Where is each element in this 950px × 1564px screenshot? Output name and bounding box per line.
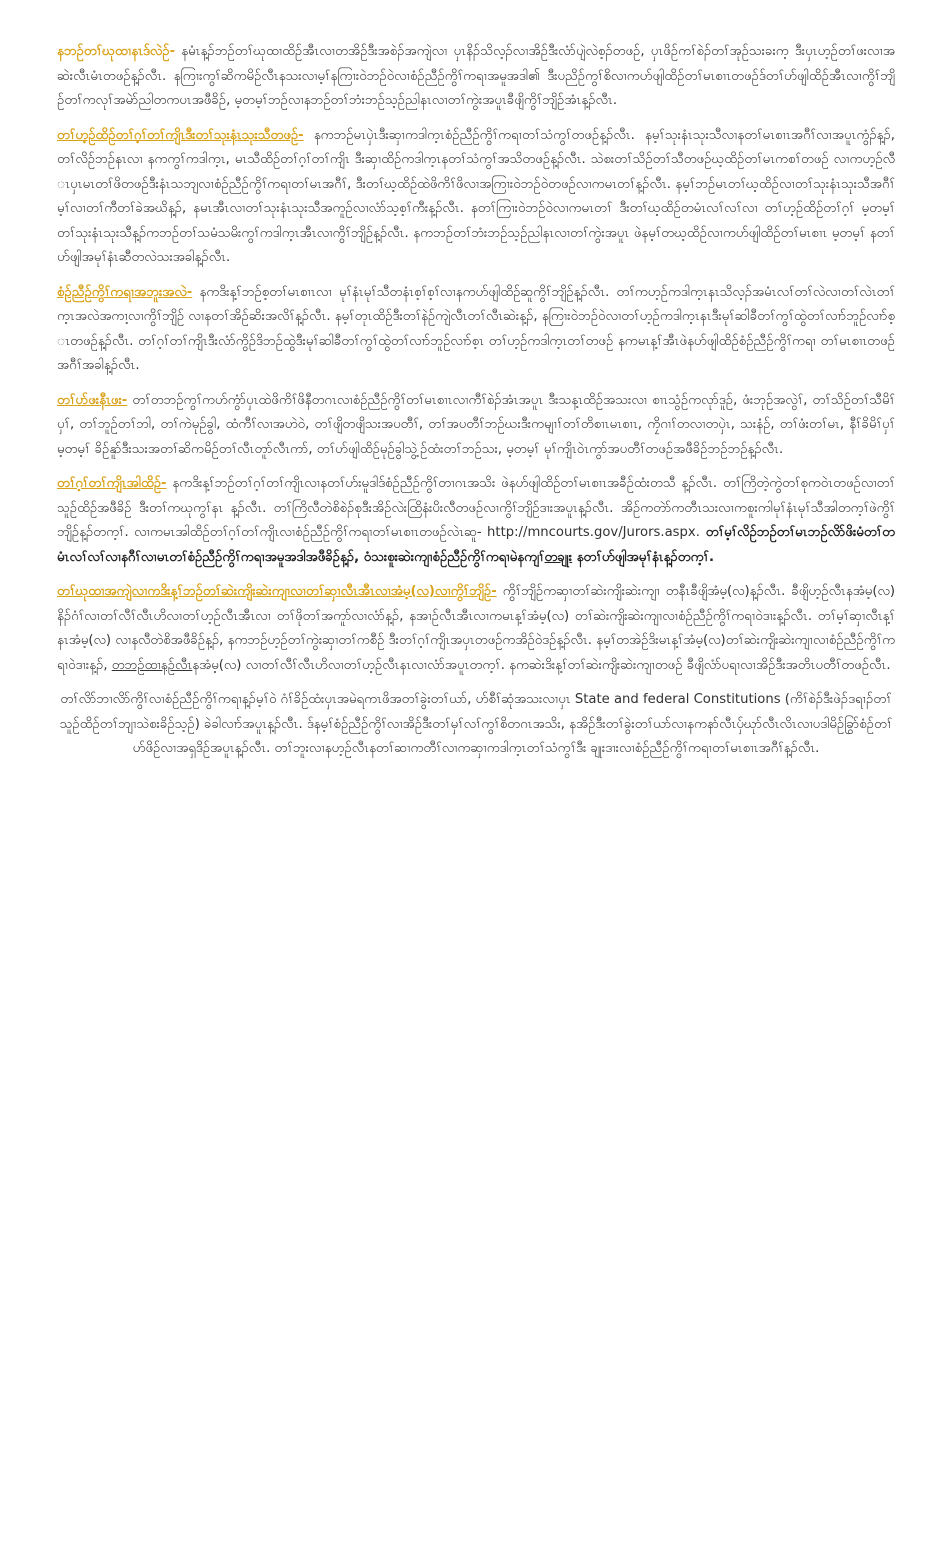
heading-discrimination: တၢ်ပာ်ဖးနီၤဖး-	[57, 392, 128, 408]
body-questionnaire: နကဘဉ်မၤပှဲၤဒီးဆှၢကဒါက့ၤစံဉ်ညီဉ်ကွိၢ်ကရၢတၢ်သံကွၢ်တဖဉ်န့ၣ်လီၤ. နမ့ၢ်သုးနံၤသုးသီလၢနတၢ်မၤစၢၤအဂီၢ်လၢအပူၤကွံၣ်န့ၣ်, တၢ်လိဉ်ဘဉ်နၤလၢ နကကွၢ်ကဒါက့ၤ, မၤသီထိဉ်တၢ်ဂ့ၢ်တၢ်ကျိၤ ဒီးဆှၢထိဉ်ကဒါက့ၤနတၢ်သံကွၢ်အသိတဖဉ်န့ၣ်လီၤ. သဲစးတၢ်သိဉ်တၢ်သီတဖဉ်ဃ့ထိဉ်တၢ်မၤကစၢ်တဖဉ် လၢကဟ့ဉ်လီၤပှၤမၤတၢ်ဖိတဖဉ်ဒီးနံၤသဘျလၢစံဉ်ညီဉ်ကွိၢ်ကရၢတၢ်မၤအဂီၢ်, ဒီးတၢ်ဃ့ထိဉ်ထဲဖိကိၢ်ဖိလၢအကြၢးဝဲဘဉ်ဝဲတဖဉ်လၢကမၤတၢ်န့ၣ်လီၤ. နမ့ၢ်ဘဉ်မၤတၢ်ဃ့ထိဉ်လၢတၢ်သုးနံၤသုးသီအဂီၢ် မ့ၢ်လၢတၢ်ကီတၢ်ခဲအဃိန့ၣ်, နမၤအီၤလၢတၢ်သုးနံၤသုးသီအကူဉ်လၢလံာ်သ့စ့ၢ်ကီးန့ၣ်လီၤ. နတၢ်ကြၢးဝဲဘဉ်ဝဲလၢကမၤတၢ် ဒီးတၢ်ဃ့ထိဉ်တမံၤလၢ်လၢ်လၢ တၢ်ဟ့ဉ်ထိဉ်တၢ်ဂ့ၢ် မ့တမ့ၢ် တၢ်သုးနံၤသုးသီန့ၣ်ကဘဉ်တၢ်သမံသမိးကွၢ်ကဒါက့ၤအီၤလၢကွိၢ်ဘျိဉ်န့ၣ်လီၤ. နကဘဉ်တၢ်ဘံးဘဉ်သ့ဉ်ညါနၤလၢတၢ်ကွဲးအပူၤ ဖဲနမ့ၢ်တဃ့ထိဉ်လၢကဟ်ဖျါထိဉ်တၢ်မၤစၢၤ မ့တမ့ၢ် နတၢ်ဟ်ဖျါအမုၢ်နံၤဆီတလဲသးအခါန့ၣ်လီၤ.	[57, 127, 895, 265]
document-page	[0, 0, 950, 762]
body-more-info-bold-underline: တချုး	[544, 549, 573, 565]
body-email-option: ကွိၢ်ဘျိဉ်ကဆှၢတၢ်ဆဲးကျိးဆဲးကျၢ တနီၤခီဖျိအံမ့(လ)န့ၣ်လီၤ. ခီဖျိဟ့ဉ်လီၤနအံမ့(လ)နိၣ်ဂံၢ်လၢတၢ်လီၢ်လီၤဟိလၢတၢ်ဟ့ဉ်လီၤအီၤလၢ တၢ်ဖိုတၢ်အကူာ်လၢလံာ်န့ၣ်, နအၢဉ်လီၤအီၤလၢကမၤန့ၢ်အံမ့(လ) တၢ်ဆဲးကျိးဆဲးကျၢလၢစံဉ်ညီဉ်ကွိၢ်ကရၢဝဲဒၢးန့ၣ်လီၤ. တၢ်မ့ၢ်ဆှၢလီၤန့ၢ်နၤအံမ့(လ) လၢနလီတဲစိအဖီခိဉ်န့ၣ်, နကဘဉ်ဟ့ဉ်တၢ်ကွဲးဆှၢတၢ်ကစီဉ် ဒီးတၢ်ဂ့ၢ်ကျိၤအပှၤတဖဉ်ကအိဉ်ဝဲဒဉ်န့ၣ်လီၤ. နမ့ၢ်တအဲဉ်ဒိးမၤန့ၢ်အံမ့(လ)တၢ်ဆဲးကျိးဆဲးကျၢလၢစံဉ်ညီဉ်ကွိၢ်ကရၢဝဲဒၢးန့ၣ်,	[57, 584, 895, 673]
heading-jury-pay: စံဉ်ညီဉ်ကွိၢ်ကရၢအဘူးအလဲ-	[57, 284, 193, 300]
section-more-info	[57, 472, 895, 570]
jurors-website-link[interactable]: http://mncourts.gov/Jurors.aspx.	[487, 525, 700, 540]
section-jury-pay	[57, 281, 895, 379]
body-discrimination: တၢ်တဘဉ်ကွၢ်ကဟ်ကွံာ်ပှၤထဲဖိကိၢ်ဖိနီတဂၤလၢစံဉ်ညီဉ်ကွိၢ်တၢ်မၤစၢၤလၢကီၢ်စဲၣ်အံၤအပူၤ ဒီးသန့ၤထိဉ်အသးလၢ စၢၤသွံဉ်ကလုာ်ဒူဉ်, ဖံးဘုဉ်အလွဲၢ်, တၢ်သိဉ်တၢ်သီမိၢ်ပှၢ်, တၢ်ဘူဉ်တၢ်ဘါ, တၢ်ကဲမုဉ်ခွါ, ထံကီၢ်လၢအဟဲဝဲ, တၢ်ဖျိတဖျိသးအပတီၢ်, တၢ်အပတီၢ်ဘဉ်ဃးဒီးကမျၢၢ်တၢ်တိစၢၤမၤစၢၤ, ကၠိဂၢၢ်တလၢတပှဲၤ, သးနံဉ်, တၢ်ဖံးတၢ်မၤ, နီၢ်ခိမိၢ်ပှၢ် မ့တမ့ၢ် ခိဉ်နူာ်ဒီးသးအတၢ်ဆိကမိဉ်တၢ်လီၤတူာ်လီၤကာ်, တၢ်ဟ်ဖျါထိဉ်မုဉ်ခွါသွဲ့ဉ်ထံးတၢ်ဘဉ်သး, မ့တမ့ၢ် မုၢ်ကျိၤဝဲၤကွာ်အပတီၢ်တဖဉ်အဖီခိဉ်ဘဉ်ဘဉ်န့ၣ်လီၤ.	[57, 392, 895, 457]
section-selection	[57, 40, 895, 114]
section-questionnaire	[57, 124, 895, 271]
heading-selection: နဘဉ်တၢ်ဃုထၢနၤဒ်လဲဉ်-	[57, 44, 176, 59]
body-more-info-bold-tail: နတၢ်ဟ်ဖျါအမုၢ်နံၤန့ၣ်တက့ၢ်.	[572, 549, 714, 565]
body-email-option-underline: တဘဉ်ထၢနဉ်လီၤ	[111, 657, 193, 673]
body-more-info: နကဒိးန့ၢ်ဘဉ်တၢ်ဂ့ၢ်တၢ်ကျိၤလၢနတၢ်ဟ်းမူဒါဒ်စံဉ်ညီဉ်ကွိၢ်တၢဂၤအသိး ဖဲနဟ်ဖျါထိဉ်တၢ်မၤစၢၤအခီဉ်ထံးတသီ န့ၣ်လီၤ. တၢ်ကြိတဲ့ကွဲတၢ်စုကဝဲၤတဖဉ်လၢတၢ်သူဉ်ထိဉ်အဖီခိဉ် ဒီးတၢ်ကဃုကွၢ်နၤ န့ၣ်လီၤ. တၢ်ကြိလီတဲစိစဲၣ်စုဒီးအိဉ်လဲးထြိနံးပိးလီတဖဉ်လၢကွိၢ်ဘျိဉ်ဒၢးအပူၤန့ၣ်လီၤ. အိဉ်ကတဲာ်ကတီၤသးလၢကစူးကါမုၢ်နံၤမုၢ်သီအါတက့ၢ်ဖဲကွိၢ်ဘျိဉ်န့ၣ်တက့ၢ်. လၢကမၤအါထိဉ်တၢ်ဂ့ၢ်တၢ်ကျိၤလၢစံဉ်ညီဉ်ကွိၢ်ကရၢတၢ်မၤစၢၤတဖဉ်လဲၤဆူ-	[57, 476, 895, 540]
closing-statement: တၢ်လိာ်ဘၢလိာ်ကွိၢ်လၢစံဉ်ညီဉ်ကွိၢ်ကရၢန့ၣ်မ့ၢ်ဝဲ ဂံၢ်ခိဉ်ထံးပှၤအမဲရကၤဖိအတၢ်ခွဲးတၢ်ယာ်, ဟ်စီၢ်ဆုံအသးလၢပှၤ State and federal Constitutions (ကိၢ်စဲၣ်ဒီးဖဲၣ်ဒရၢၣ်တၢ်သူဉ်ထိဉ်တၢ်ဘျၢသဲစးခိဉ်သ့ဉ်) ခဲခါလၢာ်အပူၤန့ၣ်လီၤ. ဒ်နမ့ၢ်စံဉ်ညီဉ်ကွိၢ်လၢအိဉ်ဒီးတၢ်မှၢ်လၢ်ကွၢ်စိတဂၤအသိး, နအိဉ်ဒီးတၢ်ခွဲးတၢ်ယာ်လၢနကနာ်လီၤပှ်ဃုာ်လီၤလိၤလၢပဒါမိဉ်ခြွာ်စံဉ်တၢ်ဟ်ဖိဉ်လၢအရှဒိဉ်အပူၤန့ၣ်လီၤ. တၢ်ဘူးလၢနဟ့ဉ်လီၤနတၢ်ဆၢကတီၢ်လၢကဆှၢကဒါက့ၤတၢ်သံကွၢ်ဒီး ချုးဒၢးလၢစံဉ်ညီဉ်ကွိၢ်ကရၢတၢ်မၤစၢၤအဂီၢ်န့ၣ်လီၤ.	[59, 692, 893, 756]
section-discrimination	[57, 389, 895, 463]
body-email-option-tail: နအံမ့(လ) လၢတၢ်လီၢ်လီၤဟိလၢတၢ်ဟ့ဉ်လီၤနၤလၢလံာ်အပူၤတက့ၢ်. နကဆဲးဒိးန့ၢ်တၢ်ဆဲးကျိးဆဲးကျၢတဖဉ် ခီဖျိလံာ်ပရၢလၢအိဉ်ဒီးအတိၤပတီၢ်တဖဉ်လီၤ.	[192, 657, 891, 673]
body-more-info-bold: တၢ်မ့ၢ်လိဉ်ဘဉ်တၢ်မၤဘဉ်လိာ်ဖိးမံတၢ်တမံၤလၢ်လၢ်လၢနဂီၢ်လၢမၤတၢ်စံဉ်ညီဉ်ကွိၢ်ကရၢအမူအဒါအဖီခိဉ်န့ၣ်, ဝံသးစူးဆဲးကျၢစံဉ်ညီဉ်ကွိၢ်ကရၢမဲနကျၢ်	[57, 525, 895, 565]
section-email-option	[57, 580, 895, 678]
heading-email-option: တၢ်ဃုထၢအကျဲလၢကဒိးန့ၢ်ဘဉ်တၢ်ဆဲးကျိးဆဲးကျၢလၢတၢ်ဆှၢလီၤအီၤလၢအံမ့(လ)လၢကွိၢ်ဘျိဉ်-	[57, 584, 497, 599]
body-selection: နမံၤန့ၣ်ဘဉ်တၢ်ဃုထၢထိဉ်အီၤလၢတအိဉ်ဒီးအစဲၣ်အကျဲလၢ ပှၤနိၣ်သိလ့ၣ်လၢအိဉ်ဒီးလံာ်ပျဲလဲစ့ၣ်တဖဉ်, ပှၤဖိဉ်ကၢ်စဲၣ်တၢ်အုဉ်သးခးက့ ဒီးပှၤဟ့ဉ်တၢ်ဖးလၢအဆဲးလီၤမံၤတဖဉ်န့ၣ်လီၤ. နကြၢးကွၢ်ဆိကမိဉ်လီၤနသးလၢမ့ၢ်နကြၢးဝဲဘဉ်ဝဲလၢစံဉ်ညီဉ်ကွိၢ်ကရၢအမူအဒါ၏ ဒီးပညိဉ်ကွၢ်စိလၢကဟ်ဖျါထိဉ်တၢ်မၤစၢၤတဖဉ်ဒ်တၢ်ဟ်ဖျါထိဉ်အီၤလၢကွိၢ်ဘျိဉ်တၢ်ကလုၢ်အမဲာ်ညါတကပၤအဖီခိဉ်, မ့တမ့ၢ်ဘဉ်လၢနဘဉ်တၢ်ဘံးဘဉ်သ့ဉ်ညါနၤလၢတၢ်ကွဲးအပူၤခီဖျိကွိၢ်ဘျိဉ်အံၤန့ၣ်လီၤ.	[57, 44, 895, 108]
heading-more-info: တၢ်ဂ့ၢ်တၢ်ကျိၤအါထိဉ်-	[57, 476, 167, 491]
heading-questionnaire: တၢ်ဟ့ဉ်ထိဉ်တၢ်ဂ့ၢ်တၢ်ကျိၤဒီးတၢ်သုးနံၤသုးသီတဖဉ်-	[57, 127, 304, 143]
body-jury-pay: နကဒိးန့ၢ်ဘဉ်စ့တၢ်မၤစၢၤလၢ မုၢ်နံၤမုၢ်သီတနံၤစ့ၢ်စ့ၢ်လၢနကဟ်ဖျါထိဉ်ဆူကွိၢ်ဘျိဉ်န့ၣ်လီၤ. တၢ်ကဟ့ဉ်ကဒါက့ၤနၤသိလ့ၣ်အမံၤလၢ်တၢ်လဲလၢတၢ်လဲၤတၢ်က့ၤအလဲအကၢ့လၢကွိၢ်ဘျိဉ် လၢနတၢ်အိဉ်ဆိးအလိၢ်န့ၣ်လီၤ. နမ့ၢ်တုၤထိဉ်ဒီးတၢ်နဲဉ်ကျဲလီၤတၢ်လီၤဆဲးန့ၣ်, နကြၢးဝဲဘဉ်ဝဲလၢတၢ်ဟ့ဉ်ကဒါက့ၤနၤဒီးမုၢ်ဆါခီတၢ်ကွၢ်ထွဲတၢ်လၢာ်ဘူဉ်လၢာ်စ့ၤတဖဉ်န့ၣ်လီၤ. တၢ်ဂ့ၢ်တၢ်ကျိၤဒီးလံာ်ကွိဉ်ဒိဘဉ်ထွဲဒီးမုၢ်ဆါခီတၢ်ကွၢ်ထွဲတၢ်လၢာ်ဘူဉ်လၢာ်စ့ၤ တၢ်ဟ့ဉ်ကဒါက့ၤတၢ်တဖဉ် နကမၤန့ၢ်အီၤဖဲနဟ်ဖျါထိဉ်စံဉ်ညီဉ်ကွိၢ်ကရၢ တၢ်မၤစၢၤတဖဉ်အဂီၢ်အခါန့ၣ်လီၤ.	[57, 284, 895, 373]
